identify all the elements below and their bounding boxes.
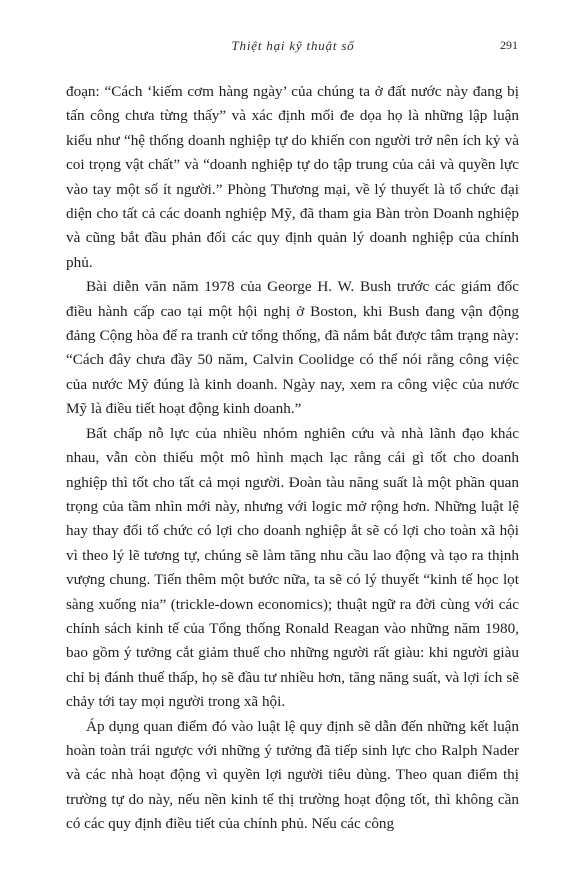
paragraph-free-market: Áp dụng quan điểm đó vào luật lệ quy định sẽ dẫn đến những kết luận hoàn toàn trái ngược với những ý tưởng đã tiếp sinh lực cho Ralph Nader và các nhà hoạt động vì quyền lợi người tiêu dùng. Theo quan điểm thị trường tự do này, nếu nền kinh tế thị trường hoạt động tốt, thì không cần có các quy định điều tiết của chính phủ. Nếu các công <box>66 717 519 833</box>
paragraph-bush-speech: Bài diễn văn năm 1978 của George H. W. Bush trước các giám đốc điều hành cấp cao tại một hội nghị ở Boston, khi Bush đang vận động đảng Cộng hòa để ra tranh cử tổng thống, đã nắm bắt được tâm trạng này: “Cách đây chưa đầy 50 năm, Calvin Coolidge có thể nói rằng công việc của nước Mỹ đúng là kinh doanh. Ngày nay, xem ra công việc của nước Mỹ là điều tiết hoạt động kinh doanh.” <box>66 278 519 418</box>
body-text <box>66 80 519 837</box>
paragraph-trickle-down: Bất chấp nỗ lực của nhiều nhóm nghiên cứu và nhà lãnh đạo khác nhau, vẫn còn thiếu một mô hình mạch lạc rằng cái gì tốt cho doanh nghiệp thì tốt cho tất cả mọi người. Đoàn tàu năng suất là một phần quan trọng của tầm nhìn mới này, nhưng với logic mở rộng hơn. Những luật lệ hay thay đổi tổ chức có lợi cho doanh nghiệp ắt sẽ có lợi cho toàn xã hội vì theo lý lẽ tương tự, chúng sẽ làm tăng nhu cầu lao động và tạo ra thịnh vượng chung. Tiến thêm một bước nữa, ta sẽ có lý thuyết “kinh tế học lọt sàng xuống nia” (trickle-down economics); thuật ngữ ra đời cùng với các chính sách kinh tế của Tổng thống Ronald Reagan vào những năm 1980, bao gồm ý tưởng cắt giảm thuế cho những người rất giàu: khi người giàu chỉ bị đánh thuế thấp, họ sẽ đầu tư nhiều hơn, tăng năng suất, và lợi ích sẽ chảy tới tay mọi người trong xã hội. <box>66 424 519 711</box>
page-number: 291 <box>500 38 518 52</box>
paragraph-continuation: đoạn: “Cách ‘kiếm cơm hàng ngày’ của chúng ta ở đất nước này đang bị tấn công chưa từng thấy” và xác định mối đe dọa họ là những lập luận kiểu như “hệ thống doanh nghiệp tự do khiến con người trở nên ích kỷ và coi trọng vật chất” và “doanh nghiệp tự do tập trung của cải và quyền lực vào tay một số ít người.” Phòng Thương mại, về lý thuyết là tổ chức đại diện cho tất cả các doanh nghiệp Mỹ, đã tham gia Bàn tròn Doanh nghiệp và cũng bắt đầu phản đối các quy định quản lý doanh nghiệp của chính phủ. <box>66 83 519 271</box>
running-head <box>0 38 586 58</box>
running-title: Thiệt hại kỹ thuật số <box>231 38 355 53</box>
